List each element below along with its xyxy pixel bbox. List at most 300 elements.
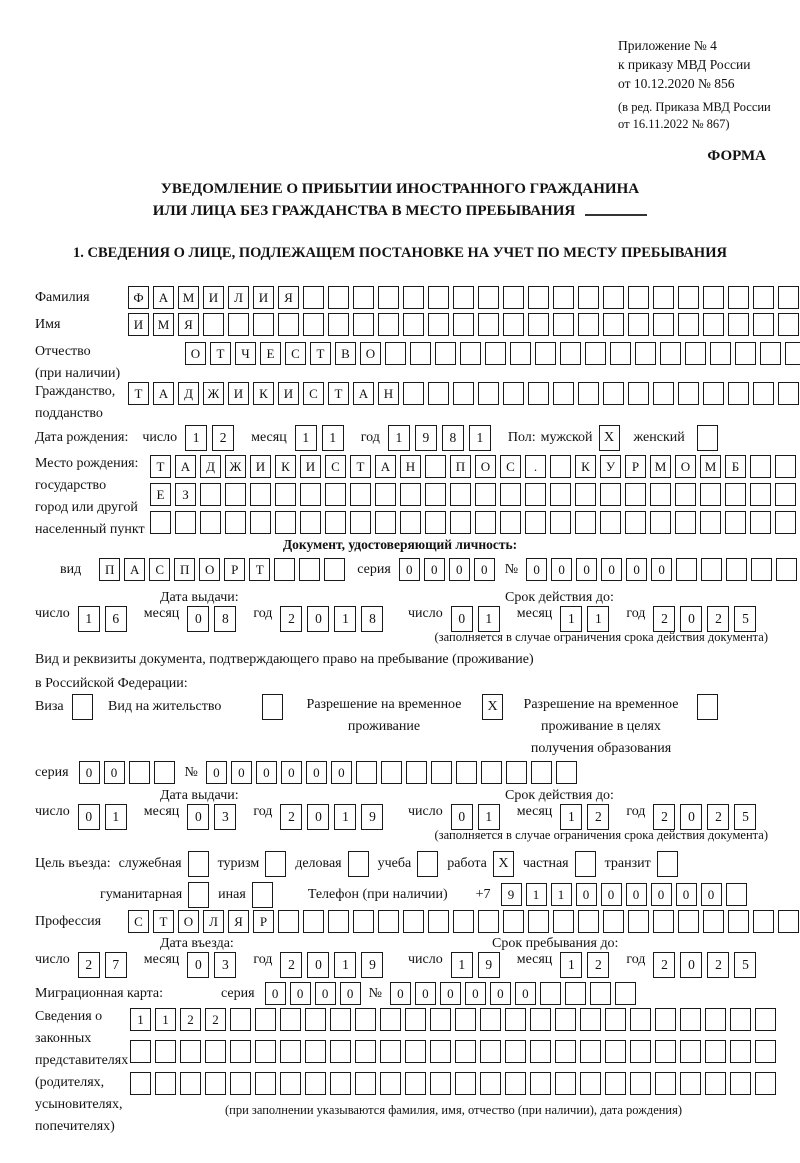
char-cell[interactable] [278,910,299,933]
char-cell[interactable] [630,1040,651,1063]
date-cell[interactable]: 1 [560,606,582,632]
date-cell[interactable]: 0 [451,804,473,830]
char-cell[interactable] [553,910,574,933]
char-cell[interactable] [553,313,574,336]
char-cell[interactable] [728,313,749,336]
char-cell[interactable]: 0 [231,761,252,784]
char-cell[interactable] [505,1040,526,1063]
date-cell[interactable]: 1 [587,606,609,632]
char-cell[interactable]: 0 [651,558,672,581]
char-cell[interactable] [355,1040,376,1063]
char-cell[interactable] [700,511,721,534]
char-cell[interactable] [453,313,474,336]
option-checkbox[interactable] [348,851,369,877]
char-cell[interactable] [503,313,524,336]
char-cell[interactable]: В [335,342,356,365]
char-cell[interactable]: 1 [155,1008,176,1031]
char-cell[interactable]: 0 [601,883,622,906]
char-cell[interactable] [278,313,299,336]
char-cell[interactable]: 0 [626,883,647,906]
char-cell[interactable] [775,455,796,478]
char-cell[interactable] [378,313,399,336]
option-checkbox[interactable] [188,851,209,877]
char-cell[interactable] [540,982,561,1005]
char-cell[interactable] [200,483,221,506]
char-cell[interactable] [500,511,521,534]
char-cell[interactable] [478,313,499,336]
char-cell[interactable] [653,382,674,405]
char-cell[interactable]: . [525,455,546,478]
char-cell[interactable]: И [228,382,249,405]
char-cell[interactable]: И [300,455,321,478]
char-cell[interactable] [460,342,481,365]
char-cell[interactable] [555,1040,576,1063]
char-cell[interactable] [428,313,449,336]
char-cell[interactable]: И [203,286,224,309]
residence-permit-checkbox[interactable] [262,694,283,720]
char-cell[interactable] [753,313,774,336]
char-cell[interactable] [350,483,371,506]
char-cell[interactable]: 0 [515,982,536,1005]
char-cell[interactable] [628,910,649,933]
char-cell[interactable] [303,313,324,336]
char-cell[interactable]: Н [400,455,421,478]
char-cell[interactable]: О [199,558,220,581]
char-cell[interactable] [385,342,406,365]
char-cell[interactable] [728,286,749,309]
char-cell[interactable] [680,1040,701,1063]
char-cell[interactable]: П [450,455,471,478]
char-cell[interactable] [528,382,549,405]
char-cell[interactable]: 1 [526,883,547,906]
char-cell[interactable]: 0 [701,883,722,906]
char-cell[interactable] [753,382,774,405]
char-cell[interactable]: К [275,455,296,478]
char-cell[interactable] [253,313,274,336]
date-cell[interactable]: 2 [587,804,609,830]
date-cell[interactable]: 1 [560,952,582,978]
char-cell[interactable] [728,910,749,933]
char-cell[interactable]: 0 [79,761,100,784]
char-cell[interactable] [550,511,571,534]
char-cell[interactable] [353,910,374,933]
char-cell[interactable] [655,1008,676,1031]
char-cell[interactable] [330,1008,351,1031]
char-cell[interactable] [425,511,446,534]
char-cell[interactable] [403,910,424,933]
char-cell[interactable] [205,1072,226,1095]
char-cell[interactable]: И [250,455,271,478]
char-cell[interactable]: О [178,910,199,933]
char-cell[interactable]: 0 [256,761,277,784]
char-cell[interactable] [280,1040,301,1063]
char-cell[interactable] [300,511,321,534]
char-cell[interactable] [305,1072,326,1095]
char-cell[interactable] [355,1008,376,1031]
option-checkbox[interactable]: X [493,851,514,877]
char-cell[interactable]: 0 [331,761,352,784]
char-cell[interactable] [755,1008,776,1031]
temp-residence-checkbox[interactable]: X [482,694,503,720]
char-cell[interactable]: А [375,455,396,478]
char-cell[interactable] [175,511,196,534]
char-cell[interactable] [378,910,399,933]
char-cell[interactable] [530,1008,551,1031]
char-cell[interactable]: 0 [601,558,622,581]
char-cell[interactable]: 0 [474,558,495,581]
char-cell[interactable] [556,761,577,784]
char-cell[interactable] [328,313,349,336]
date-cell[interactable]: 0 [307,804,329,830]
char-cell[interactable] [785,342,800,365]
char-cell[interactable]: 0 [281,761,302,784]
char-cell[interactable] [505,1008,526,1031]
char-cell[interactable]: 2 [205,1008,226,1031]
char-cell[interactable] [330,1072,351,1095]
date-cell[interactable]: 1 [478,606,500,632]
char-cell[interactable]: Р [253,910,274,933]
date-cell[interactable]: 9 [415,425,437,451]
char-cell[interactable] [353,313,374,336]
char-cell[interactable] [703,313,724,336]
char-cell[interactable] [303,286,324,309]
char-cell[interactable] [530,1040,551,1063]
char-cell[interactable] [403,286,424,309]
option-checkbox[interactable] [657,851,678,877]
char-cell[interactable]: Д [178,382,199,405]
char-cell[interactable] [653,313,674,336]
char-cell[interactable]: 1 [130,1008,151,1031]
char-cell[interactable] [478,286,499,309]
char-cell[interactable] [751,558,772,581]
char-cell[interactable] [130,1072,151,1095]
char-cell[interactable]: 0 [526,558,547,581]
date-cell[interactable]: 2 [653,804,675,830]
char-cell[interactable] [555,1008,576,1031]
char-cell[interactable] [305,1008,326,1031]
char-cell[interactable]: Р [224,558,245,581]
char-cell[interactable] [778,286,799,309]
char-cell[interactable] [350,511,371,534]
option-checkbox[interactable] [252,882,273,908]
char-cell[interactable] [610,342,631,365]
char-cell[interactable] [605,1040,626,1063]
sex-male-checkbox[interactable]: X [599,425,620,451]
char-cell[interactable]: А [353,382,374,405]
char-cell[interactable]: Ж [225,455,246,478]
char-cell[interactable] [205,1040,226,1063]
char-cell[interactable] [650,483,671,506]
char-cell[interactable]: М [153,313,174,336]
char-cell[interactable] [405,1040,426,1063]
char-cell[interactable] [275,511,296,534]
char-cell[interactable]: О [475,455,496,478]
char-cell[interactable] [353,286,374,309]
char-cell[interactable] [578,286,599,309]
char-cell[interactable] [630,1072,651,1095]
char-cell[interactable] [755,1072,776,1095]
char-cell[interactable]: 1 [551,883,572,906]
char-cell[interactable] [728,382,749,405]
date-cell[interactable]: 1 [451,952,473,978]
date-cell[interactable]: 9 [361,952,383,978]
char-cell[interactable] [428,382,449,405]
char-cell[interactable] [299,558,320,581]
char-cell[interactable]: 0 [415,982,436,1005]
char-cell[interactable] [300,483,321,506]
char-cell[interactable] [356,761,377,784]
date-cell[interactable]: 2 [78,952,100,978]
char-cell[interactable] [325,511,346,534]
char-cell[interactable]: Ч [235,342,256,365]
char-cell[interactable]: М [178,286,199,309]
char-cell[interactable] [710,342,731,365]
date-cell[interactable]: 0 [451,606,473,632]
char-cell[interactable]: 0 [390,982,411,1005]
char-cell[interactable] [275,483,296,506]
date-cell[interactable]: 1 [105,804,127,830]
char-cell[interactable] [776,558,797,581]
date-cell[interactable]: 1 [322,425,344,451]
date-cell[interactable]: 5 [734,804,756,830]
char-cell[interactable]: К [575,455,596,478]
char-cell[interactable] [565,982,586,1005]
char-cell[interactable] [778,910,799,933]
char-cell[interactable] [628,286,649,309]
char-cell[interactable] [225,511,246,534]
char-cell[interactable] [480,1072,501,1095]
date-cell[interactable]: 0 [680,952,702,978]
char-cell[interactable] [703,910,724,933]
char-cell[interactable] [150,511,171,534]
char-cell[interactable] [775,483,796,506]
date-cell[interactable]: 9 [478,952,500,978]
char-cell[interactable]: А [124,558,145,581]
char-cell[interactable]: А [175,455,196,478]
char-cell[interactable] [603,910,624,933]
char-cell[interactable] [378,286,399,309]
char-cell[interactable] [753,286,774,309]
char-cell[interactable] [580,1072,601,1095]
char-cell[interactable] [200,511,221,534]
char-cell[interactable] [628,382,649,405]
char-cell[interactable] [503,910,524,933]
char-cell[interactable] [481,761,502,784]
char-cell[interactable]: Ж [203,382,224,405]
date-cell[interactable]: 6 [105,606,127,632]
date-cell[interactable]: 1 [295,425,317,451]
char-cell[interactable] [678,313,699,336]
char-cell[interactable]: Л [228,286,249,309]
char-cell[interactable]: 0 [306,761,327,784]
date-cell[interactable]: 2 [707,606,729,632]
date-cell[interactable]: 9 [361,804,383,830]
char-cell[interactable] [680,1008,701,1031]
char-cell[interactable]: З [175,483,196,506]
char-cell[interactable] [255,1040,276,1063]
char-cell[interactable] [630,1008,651,1031]
date-cell[interactable]: 0 [187,804,209,830]
date-cell[interactable]: 1 [78,606,100,632]
char-cell[interactable] [456,761,477,784]
char-cell[interactable] [430,1008,451,1031]
char-cell[interactable] [435,342,456,365]
char-cell[interactable] [605,1008,626,1031]
date-cell[interactable]: 0 [78,804,100,830]
char-cell[interactable]: Е [150,483,171,506]
char-cell[interactable] [430,1040,451,1063]
date-cell[interactable]: 3 [214,804,236,830]
char-cell[interactable]: А [153,382,174,405]
char-cell[interactable]: Ф [128,286,149,309]
char-cell[interactable] [605,1072,626,1095]
char-cell[interactable] [280,1072,301,1095]
char-cell[interactable] [325,483,346,506]
char-cell[interactable] [280,1008,301,1031]
char-cell[interactable]: Я [278,286,299,309]
char-cell[interactable]: 0 [576,558,597,581]
char-cell[interactable] [578,910,599,933]
char-cell[interactable] [380,1072,401,1095]
char-cell[interactable]: 0 [551,558,572,581]
char-cell[interactable] [535,342,556,365]
date-cell[interactable]: 1 [334,804,356,830]
char-cell[interactable] [528,313,549,336]
option-checkbox[interactable] [575,851,596,877]
char-cell[interactable] [324,558,345,581]
char-cell[interactable]: С [500,455,521,478]
char-cell[interactable] [225,483,246,506]
char-cell[interactable] [130,1040,151,1063]
char-cell[interactable] [700,483,721,506]
date-cell[interactable]: 2 [280,952,302,978]
char-cell[interactable] [400,483,421,506]
char-cell[interactable] [585,342,606,365]
char-cell[interactable] [305,1040,326,1063]
char-cell[interactable] [405,1072,426,1095]
char-cell[interactable] [410,342,431,365]
char-cell[interactable] [600,511,621,534]
char-cell[interactable] [750,455,771,478]
char-cell[interactable] [590,982,611,1005]
char-cell[interactable] [603,286,624,309]
char-cell[interactable] [455,1008,476,1031]
char-cell[interactable] [255,1008,276,1031]
char-cell[interactable] [675,483,696,506]
option-checkbox[interactable] [265,851,286,877]
char-cell[interactable] [450,483,471,506]
char-cell[interactable] [303,910,324,933]
char-cell[interactable]: М [700,455,721,478]
char-cell[interactable] [475,483,496,506]
char-cell[interactable] [725,511,746,534]
char-cell[interactable] [660,342,681,365]
char-cell[interactable] [678,286,699,309]
char-cell[interactable]: О [675,455,696,478]
char-cell[interactable] [480,1008,501,1031]
date-cell[interactable]: 1 [469,425,491,451]
char-cell[interactable]: 0 [576,883,597,906]
char-cell[interactable] [425,483,446,506]
char-cell[interactable] [635,342,656,365]
char-cell[interactable]: 0 [399,558,420,581]
char-cell[interactable] [625,511,646,534]
date-cell[interactable]: 0 [680,606,702,632]
char-cell[interactable] [381,761,402,784]
char-cell[interactable]: 0 [449,558,470,581]
char-cell[interactable] [506,761,527,784]
char-cell[interactable] [575,511,596,534]
char-cell[interactable] [725,483,746,506]
char-cell[interactable] [155,1072,176,1095]
char-cell[interactable] [375,483,396,506]
char-cell[interactable] [760,342,781,365]
char-cell[interactable]: Т [249,558,270,581]
date-cell[interactable]: 1 [334,952,356,978]
char-cell[interactable]: Т [328,382,349,405]
date-cell[interactable]: 8 [442,425,464,451]
char-cell[interactable]: Т [310,342,331,365]
char-cell[interactable]: 0 [206,761,227,784]
char-cell[interactable] [129,761,150,784]
char-cell[interactable] [428,910,449,933]
char-cell[interactable] [274,558,295,581]
char-cell[interactable] [653,286,674,309]
char-cell[interactable]: А [153,286,174,309]
char-cell[interactable] [428,286,449,309]
char-cell[interactable] [560,342,581,365]
char-cell[interactable] [503,382,524,405]
char-cell[interactable]: Т [350,455,371,478]
char-cell[interactable]: Я [178,313,199,336]
char-cell[interactable] [726,883,747,906]
visa-checkbox[interactable] [72,694,93,720]
char-cell[interactable] [380,1008,401,1031]
char-cell[interactable] [355,1072,376,1095]
option-checkbox[interactable] [188,882,209,908]
char-cell[interactable]: 0 [315,982,336,1005]
char-cell[interactable] [505,1072,526,1095]
char-cell[interactable] [180,1072,201,1095]
char-cell[interactable]: Т [128,382,149,405]
date-cell[interactable]: 2 [707,952,729,978]
char-cell[interactable] [628,313,649,336]
date-cell[interactable]: 1 [185,425,207,451]
char-cell[interactable] [525,483,546,506]
date-cell[interactable]: 0 [187,952,209,978]
char-cell[interactable]: Л [203,910,224,933]
char-cell[interactable] [625,483,646,506]
char-cell[interactable] [403,382,424,405]
char-cell[interactable]: Д [200,455,221,478]
date-cell[interactable]: 3 [214,952,236,978]
char-cell[interactable] [455,1072,476,1095]
char-cell[interactable] [750,511,771,534]
char-cell[interactable] [250,483,271,506]
char-cell[interactable]: С [303,382,324,405]
char-cell[interactable] [528,286,549,309]
char-cell[interactable] [653,910,674,933]
date-cell[interactable]: 0 [307,606,329,632]
char-cell[interactable] [230,1008,251,1031]
char-cell[interactable]: 0 [104,761,125,784]
char-cell[interactable]: Е [260,342,281,365]
char-cell[interactable] [375,511,396,534]
date-cell[interactable]: 2 [280,804,302,830]
date-cell[interactable]: 5 [734,606,756,632]
char-cell[interactable]: 9 [501,883,522,906]
char-cell[interactable] [553,382,574,405]
